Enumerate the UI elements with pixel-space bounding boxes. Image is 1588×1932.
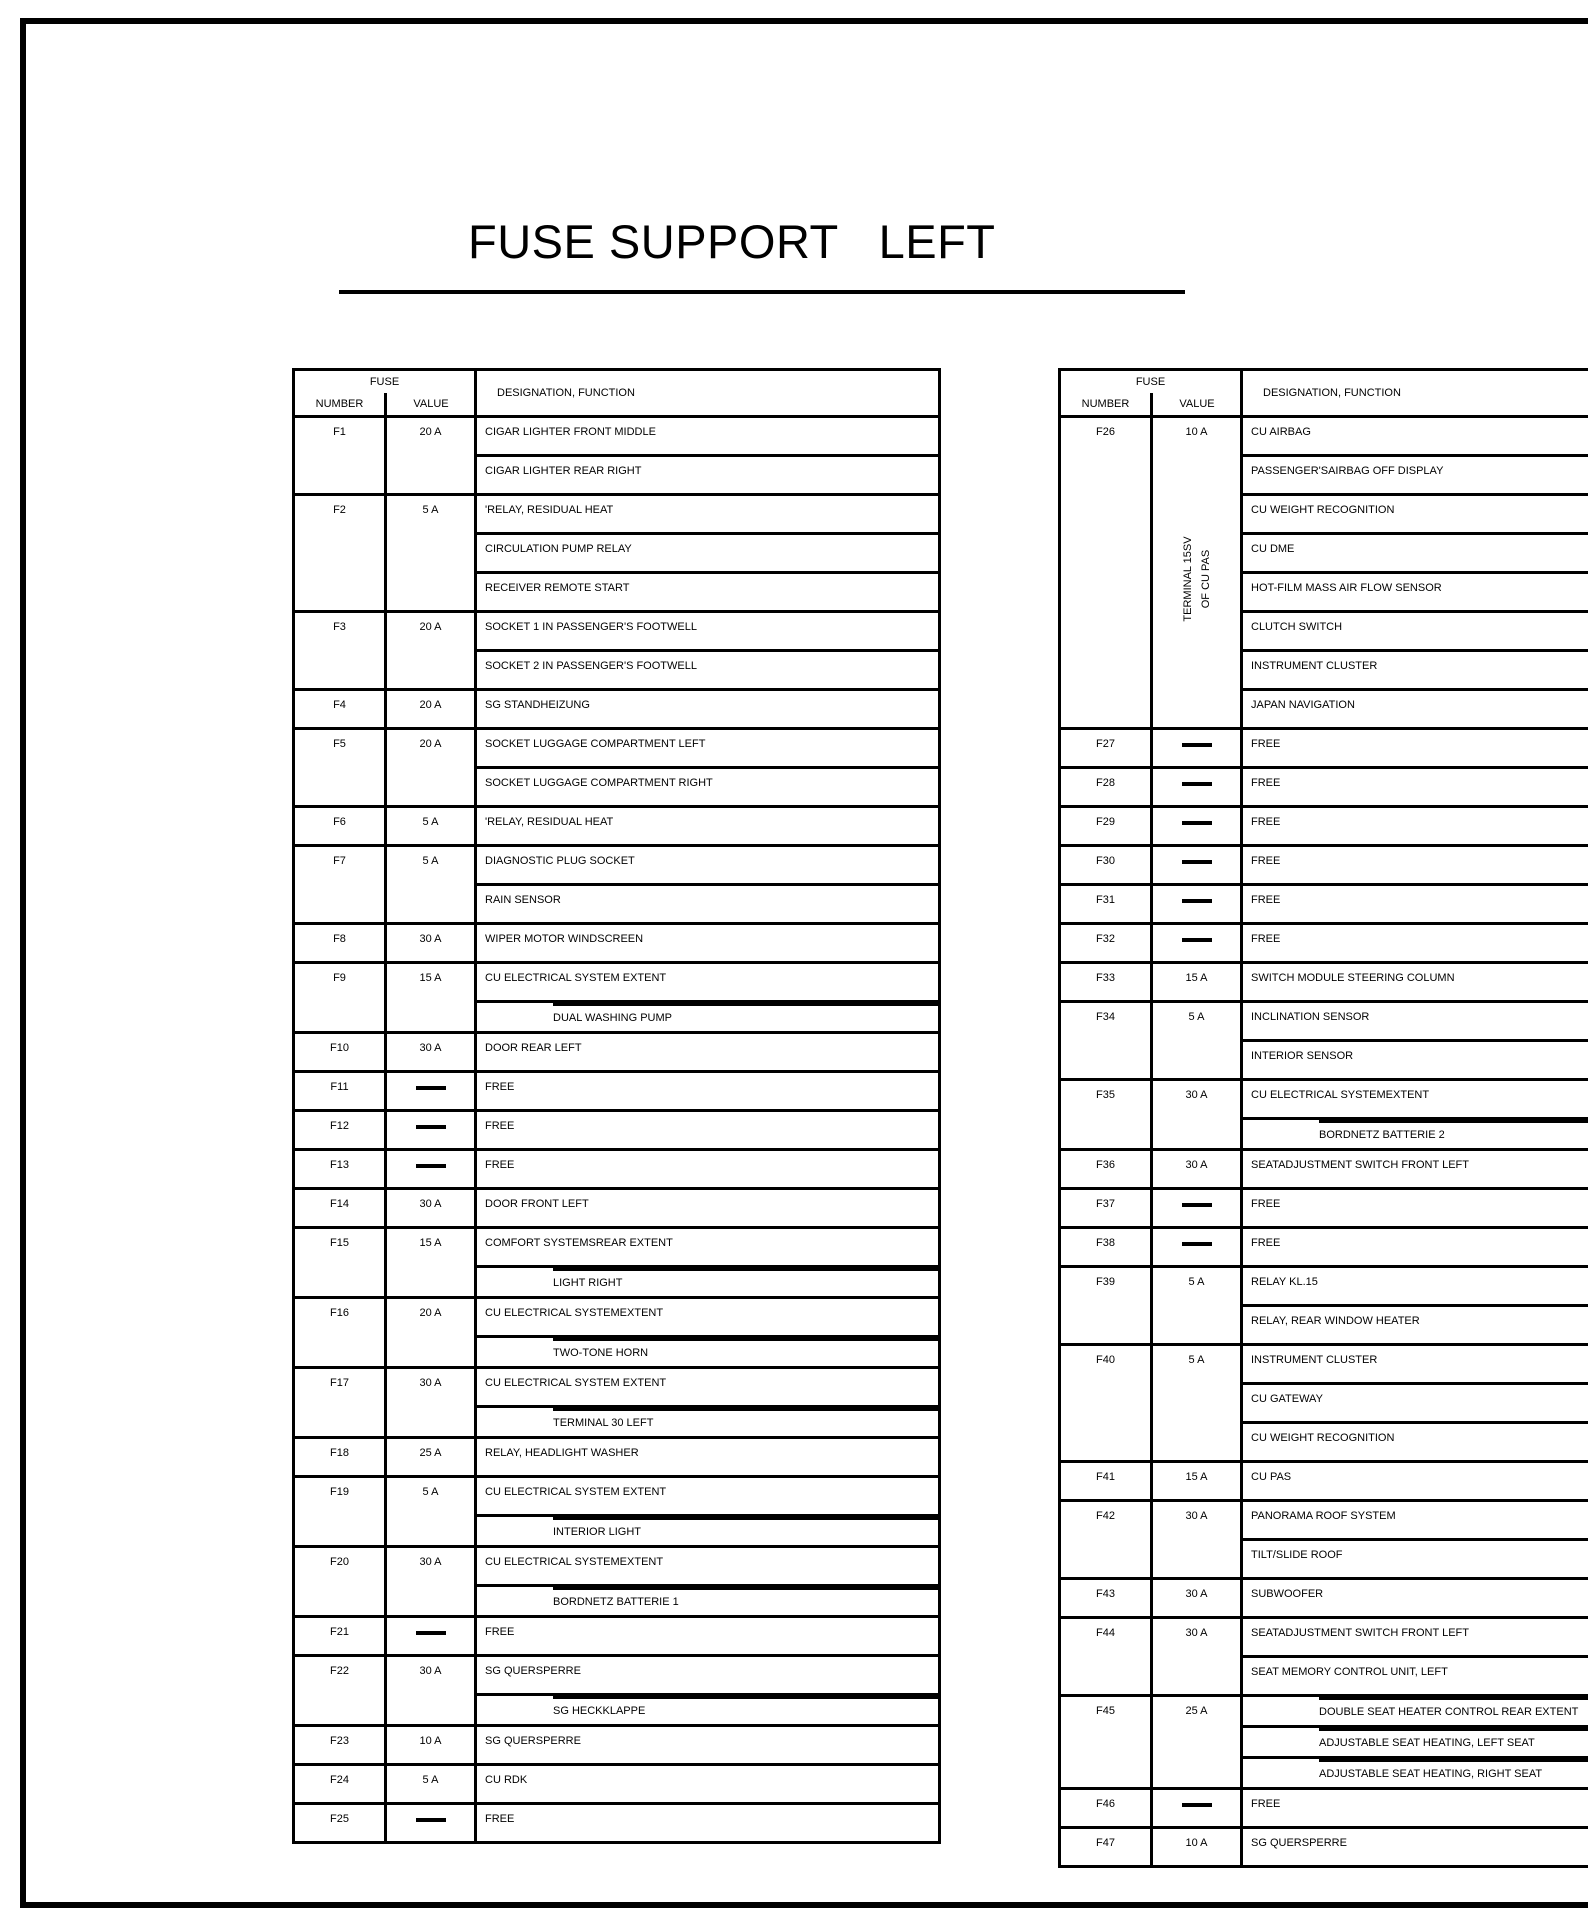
free-dash	[416, 1086, 446, 1090]
fuse-number: F42	[1060, 1501, 1152, 1579]
fuse-row	[294, 1804, 940, 1843]
designation: 'RELAY, RESIDUAL HEAT	[476, 495, 940, 534]
extent-line	[553, 1003, 938, 1006]
fuse-value	[1152, 924, 1242, 963]
designation	[476, 1002, 940, 1033]
designation-text: ADJUSTABLE SEAT HEATING, RIGHT SEAT	[1319, 1768, 1543, 1780]
designation: DIAGNOSTIC PLUG SOCKET	[476, 846, 940, 885]
fuse-row	[1060, 1696, 1588, 1727]
fuse-row	[294, 690, 940, 729]
designation: INTERIOR SENSOR	[1242, 1041, 1588, 1080]
fuse-number: F35	[1060, 1080, 1152, 1150]
designation	[476, 1586, 940, 1617]
designation: DOOR FRONT LEFT	[476, 1189, 940, 1228]
designation	[1242, 1119, 1588, 1150]
designation-text: LIGHT RIGHT	[553, 1277, 623, 1289]
designation: CU RDK	[476, 1765, 940, 1804]
fuse-row	[294, 1072, 940, 1111]
fuse-row	[294, 1111, 940, 1150]
designation: PASSENGER'SAIRBAG OFF DISPLAY	[1242, 456, 1588, 495]
designation-header-cell: DESIGNATION, FUNCTION	[1242, 370, 1588, 417]
fuse-row	[1060, 1267, 1588, 1306]
fuse-value: 5 A	[386, 1765, 476, 1804]
fuse-value: 20 A	[386, 729, 476, 807]
extent-item	[477, 1003, 938, 1031]
designation: SOCKET LUGGAGE COMPARTMENT RIGHT	[476, 768, 940, 807]
fuse-row	[294, 1189, 940, 1228]
fuse-value: 30 A	[1152, 1150, 1242, 1189]
fuse-row	[1060, 1789, 1588, 1828]
designation	[476, 1337, 940, 1368]
designation: RAIN SENSOR	[476, 885, 940, 924]
designation-text: DOUBLE SEAT HEATER CONTROL REAR EXTENT	[1319, 1706, 1579, 1718]
fuse-value: 5 A	[386, 1477, 476, 1547]
free-dash	[416, 1125, 446, 1129]
fuse-row	[1060, 1462, 1588, 1501]
designation: INSTRUMENT CLUSTER	[1242, 1345, 1588, 1384]
extent-line	[1319, 1697, 1588, 1700]
fuse-value	[386, 1804, 476, 1843]
designation: CU PAS	[1242, 1462, 1588, 1501]
designation: CIGAR LIGHTER FRONT MIDDLE	[476, 417, 940, 456]
designation	[1242, 1758, 1588, 1789]
fuse-number: F10	[294, 1033, 386, 1072]
fuse-value: 10 A	[1152, 1828, 1242, 1867]
title-underline	[339, 290, 1185, 294]
fuse-row	[294, 1150, 940, 1189]
fuse-number: F25	[294, 1804, 386, 1843]
fuse-table-right	[1058, 368, 1588, 1868]
designation: FREE	[1242, 1189, 1588, 1228]
fuse-header-label: FUSE	[369, 376, 400, 388]
designation-text: BORDNETZ BATTERIE 2	[1319, 1129, 1445, 1141]
fuse-number: F39	[1060, 1267, 1152, 1345]
fuse-row	[294, 807, 940, 846]
designation-text: TERMINAL 30 LEFT	[553, 1417, 654, 1429]
designation: RELAY, HEADLIGHT WASHER	[476, 1438, 940, 1477]
fuse-number: F41	[1060, 1462, 1152, 1501]
designation: WIPER MOTOR WINDSCREEN	[476, 924, 940, 963]
fuse-value: 5 A	[386, 846, 476, 924]
fuse-value: 30 A	[386, 1368, 476, 1438]
fuse-row	[1060, 924, 1588, 963]
designation: CLUTCH SWITCH	[1242, 612, 1588, 651]
extent-item	[1243, 1697, 1588, 1725]
designation: TILT/SLIDE ROOF	[1242, 1540, 1588, 1579]
fuse-number: F7	[294, 846, 386, 924]
fuse-table-left	[292, 368, 941, 1844]
fuse-number: F40	[1060, 1345, 1152, 1462]
fuse-row	[294, 612, 940, 651]
fuse-number: F22	[294, 1656, 386, 1726]
designation: CU ELECTRICAL SYSTEM EXTENT	[476, 963, 940, 1002]
designation: CU GATEWAY	[1242, 1384, 1588, 1423]
fuse-row	[294, 1298, 940, 1337]
designation: RECEIVER REMOTE START	[476, 573, 940, 612]
fuse-number: F32	[1060, 924, 1152, 963]
fuse-number: F29	[1060, 807, 1152, 846]
fuse-value	[386, 1617, 476, 1656]
fuse-number: F47	[1060, 1828, 1152, 1867]
fuse-row	[1060, 1828, 1588, 1867]
fuse-row	[294, 1477, 940, 1516]
fuse-header-label: FUSE	[1135, 376, 1166, 388]
fuse-value: 10 A TERMINAL 15SV OF CU PAS	[1152, 417, 1242, 729]
fuse-row	[1060, 846, 1588, 885]
designation	[476, 1407, 940, 1438]
designation: HOT-FILM MASS AIR FLOW SENSOR	[1242, 573, 1588, 612]
fuse-row	[1060, 1579, 1588, 1618]
designation-text: DUAL WASHING PUMP	[553, 1012, 672, 1024]
extent-item	[477, 1696, 938, 1724]
fuse-row	[294, 417, 940, 456]
fuse-row	[294, 1547, 940, 1586]
extent-item	[1243, 1120, 1588, 1148]
designation: FREE	[1242, 885, 1588, 924]
terminal-note: TERMINAL 15SV OF CU PAS	[1181, 536, 1212, 622]
fuse-value	[1152, 729, 1242, 768]
designation: SEATADJUSTMENT SWITCH FRONT LEFT	[1242, 1150, 1588, 1189]
extent-line	[1319, 1120, 1588, 1123]
fuse-row	[1060, 1150, 1588, 1189]
fuse-row	[294, 846, 940, 885]
fuse-value	[386, 1111, 476, 1150]
fuse-number: F13	[294, 1150, 386, 1189]
fuse-value: 5 A	[386, 807, 476, 846]
fuse-value: 15 A	[1152, 1462, 1242, 1501]
fuse-number: F6	[294, 807, 386, 846]
fuse-row	[1060, 807, 1588, 846]
designation: DOOR REAR LEFT	[476, 1033, 940, 1072]
fuse-number: F20	[294, 1547, 386, 1617]
designation	[476, 1516, 940, 1547]
fuse-value: 30 A	[386, 924, 476, 963]
free-dash	[1182, 1242, 1212, 1246]
fuse-value: 20 A	[386, 1298, 476, 1368]
fuse-row	[294, 495, 940, 534]
designation: CU WEIGHT RECOGNITION	[1242, 495, 1588, 534]
table-header-row	[294, 370, 940, 417]
fuse-number: F14	[294, 1189, 386, 1228]
fuse-value	[1152, 768, 1242, 807]
designation: CU ELECTRICAL SYSTEM EXTENT	[476, 1368, 940, 1407]
fuse-value: 10 A	[386, 1726, 476, 1765]
fuse-value	[386, 1150, 476, 1189]
fuse-row	[294, 1656, 940, 1695]
extent-line	[1319, 1728, 1588, 1731]
designation: CU ELECTRICAL SYSTEMEXTENT	[1242, 1080, 1588, 1119]
designation	[476, 1695, 940, 1726]
fuse-number: F16	[294, 1298, 386, 1368]
fuse-row	[1060, 1618, 1588, 1657]
designation: SG STANDHEIZUNG	[476, 690, 940, 729]
fuse-number: F44	[1060, 1618, 1152, 1696]
designation: SOCKET 1 IN PASSENGER'S FOOTWELL	[476, 612, 940, 651]
extent-line	[553, 1408, 938, 1411]
fuse-number: F37	[1060, 1189, 1152, 1228]
designation: SG QUERSPERRE	[1242, 1828, 1588, 1867]
designation: CIRCULATION PUMP RELAY	[476, 534, 940, 573]
extent-line	[553, 1338, 938, 1341]
fuse-value: 25 A	[1152, 1696, 1242, 1789]
fuse-value: 5 A	[386, 495, 476, 612]
fuse-value: 20 A	[386, 612, 476, 690]
designation-text: TWO-TONE HORN	[553, 1347, 649, 1359]
designation: RELAY KL.15	[1242, 1267, 1588, 1306]
free-dash	[1182, 1203, 1212, 1207]
extent-item	[477, 1517, 938, 1545]
designation: FREE	[476, 1111, 940, 1150]
fuse-number: F17	[294, 1368, 386, 1438]
extent-line	[1319, 1759, 1588, 1762]
fuse-value	[1152, 1189, 1242, 1228]
fuse-number: F34	[1060, 1002, 1152, 1080]
designation: 'RELAY, RESIDUAL HEAT	[476, 807, 940, 846]
fuse-number: F2	[294, 495, 386, 612]
designation: INCLINATION SENSOR	[1242, 1002, 1588, 1041]
fuse-row	[1060, 1002, 1588, 1041]
fuse-value: 20 A	[386, 690, 476, 729]
fuse-value: 30 A	[386, 1547, 476, 1617]
designation: FREE	[1242, 729, 1588, 768]
fuse-value: 25 A	[386, 1438, 476, 1477]
designation: JAPAN NAVIGATION	[1242, 690, 1588, 729]
fuse-number: F43	[1060, 1579, 1152, 1618]
fuse-value: 30 A	[1152, 1618, 1242, 1696]
fuse-number: F24	[294, 1765, 386, 1804]
designation	[1242, 1727, 1588, 1758]
fuse-value: 30 A	[1152, 1080, 1242, 1150]
fuse-number: F12	[294, 1111, 386, 1150]
fuse-row	[1060, 885, 1588, 924]
fuse-number: F23	[294, 1726, 386, 1765]
designation: FREE	[476, 1072, 940, 1111]
fuse-value: 20 A	[386, 417, 476, 495]
extent-item	[477, 1408, 938, 1436]
designation: SOCKET LUGGAGE COMPARTMENT LEFT	[476, 729, 940, 768]
free-dash	[416, 1164, 446, 1168]
fuse-row	[1060, 1345, 1588, 1384]
fuse-row	[1060, 729, 1588, 768]
fuse-header-cell	[1060, 370, 1242, 417]
extent-item	[477, 1338, 938, 1366]
fuse-number: F36	[1060, 1150, 1152, 1189]
fuse-row	[294, 1438, 940, 1477]
designation: CU ELECTRICAL SYSTEMEXTENT	[476, 1547, 940, 1586]
designation: FREE	[476, 1150, 940, 1189]
extent-item	[477, 1268, 938, 1296]
table-header-row	[1060, 370, 1588, 417]
designation: COMFORT SYSTEMSREAR EXTENT	[476, 1228, 940, 1267]
fuse-value: 30 A	[386, 1189, 476, 1228]
free-dash	[1182, 821, 1212, 825]
designation: INSTRUMENT CLUSTER	[1242, 651, 1588, 690]
free-dash	[416, 1631, 446, 1635]
designation: FREE	[1242, 1228, 1588, 1267]
fuse-row	[294, 924, 940, 963]
fuse-row	[294, 1617, 940, 1656]
fuse-value: 15 A	[386, 1228, 476, 1298]
designation: FREE	[1242, 768, 1588, 807]
fuse-number: F28	[1060, 768, 1152, 807]
fuse-value: 5 A	[1152, 1267, 1242, 1345]
designation: PANORAMA ROOF SYSTEM	[1242, 1501, 1588, 1540]
fuse-row	[1060, 1189, 1588, 1228]
fuse-value: 5 A	[1152, 1345, 1242, 1462]
fuse-row	[1060, 963, 1588, 1002]
fuse-value: 15 A	[386, 963, 476, 1033]
designation	[1242, 1696, 1588, 1727]
designation: FREE	[1242, 807, 1588, 846]
fuse-value	[1152, 846, 1242, 885]
fuse-header-cell	[294, 370, 476, 417]
designation: SG QUERSPERRE	[476, 1656, 940, 1695]
designation: SWITCH MODULE STEERING COLUMN	[1242, 963, 1588, 1002]
fuse-number: F19	[294, 1477, 386, 1547]
fuse-value: 30 A	[1152, 1501, 1242, 1579]
free-dash	[1182, 1803, 1212, 1807]
fuse-row	[294, 729, 940, 768]
fuse-row	[294, 1368, 940, 1407]
free-dash	[1182, 782, 1212, 786]
fuse-number: F8	[294, 924, 386, 963]
designation: CU DME	[1242, 534, 1588, 573]
designation-header-cell: DESIGNATION, FUNCTION	[476, 370, 940, 417]
fuse-row	[1060, 417, 1588, 456]
free-dash	[1182, 860, 1212, 864]
fuse-number: F30	[1060, 846, 1152, 885]
fuse-number: F26	[1060, 417, 1152, 729]
fuse-value: 15 A	[1152, 963, 1242, 1002]
number-header-label: NUMBER	[315, 398, 364, 410]
extent-line	[553, 1268, 938, 1271]
fuse-row	[294, 1726, 940, 1765]
fuse-value: 30 A	[1152, 1579, 1242, 1618]
designation: FREE	[1242, 1789, 1588, 1828]
extent-item	[477, 1587, 938, 1615]
designation: SOCKET 2 IN PASSENGER'S FOOTWELL	[476, 651, 940, 690]
fuse-number: F18	[294, 1438, 386, 1477]
fuse-number: F5	[294, 729, 386, 807]
designation: CU WEIGHT RECOGNITION	[1242, 1423, 1588, 1462]
designation-text: BORDNETZ BATTERIE 1	[553, 1596, 679, 1608]
fuse-row	[1060, 1080, 1588, 1119]
designation: FREE	[476, 1804, 940, 1843]
fuse-number: F11	[294, 1072, 386, 1111]
designation: RELAY, REAR WINDOW HEATER	[1242, 1306, 1588, 1345]
fuse-number: F31	[1060, 885, 1152, 924]
fuse-row	[1060, 1228, 1588, 1267]
extent-line	[553, 1696, 938, 1699]
designation: SEAT MEMORY CONTROL UNIT, LEFT	[1242, 1657, 1588, 1696]
fuse-number: F3	[294, 612, 386, 690]
fuse-number: F1	[294, 417, 386, 495]
designation: SEATADJUSTMENT SWITCH FRONT LEFT	[1242, 1618, 1588, 1657]
extent-item	[1243, 1728, 1588, 1756]
designation-text: SG HECKKLAPPE	[553, 1705, 646, 1717]
designation: SG QUERSPERRE	[476, 1726, 940, 1765]
designation: CU AIRBAG	[1242, 417, 1588, 456]
fuse-value	[386, 1072, 476, 1111]
fuse-number: F46	[1060, 1789, 1152, 1828]
fuse-value	[1152, 1789, 1242, 1828]
designation: FREE	[1242, 846, 1588, 885]
designation	[476, 1267, 940, 1298]
extent-line	[553, 1587, 938, 1590]
fuse-value	[1152, 885, 1242, 924]
fuse-value: 30 A	[386, 1656, 476, 1726]
fuse-number: F33	[1060, 963, 1152, 1002]
fuse-value	[1152, 807, 1242, 846]
page-title: FUSE SUPPORT LEFT	[468, 215, 996, 268]
fuse-number: F15	[294, 1228, 386, 1298]
fuse-row	[294, 963, 940, 1002]
designation: SUBWOOFER	[1242, 1579, 1588, 1618]
fuse-row	[294, 1033, 940, 1072]
free-dash	[416, 1818, 446, 1822]
free-dash	[1182, 938, 1212, 942]
value-header-label: VALUE	[1179, 398, 1215, 410]
value-header-label: VALUE	[413, 398, 449, 410]
fuse-number: F9	[294, 963, 386, 1033]
designation-text: ADJUSTABLE SEAT HEATING, LEFT SEAT	[1319, 1737, 1535, 1749]
fuse-value: 30 A	[386, 1033, 476, 1072]
free-dash	[1182, 743, 1212, 747]
fuse-row	[1060, 768, 1588, 807]
designation: CU ELECTRICAL SYSTEM EXTENT	[476, 1477, 940, 1516]
fuse-row	[294, 1228, 940, 1267]
extent-item	[1243, 1759, 1588, 1787]
fuse-number: F21	[294, 1617, 386, 1656]
fuse-row	[294, 1765, 940, 1804]
fuse-value: 5 A	[1152, 1002, 1242, 1080]
designation-text: INTERIOR LIGHT	[553, 1526, 642, 1538]
fuse-number: F4	[294, 690, 386, 729]
fuse-number: F38	[1060, 1228, 1152, 1267]
designation: FREE	[1242, 924, 1588, 963]
extent-line	[553, 1517, 938, 1520]
fuse-number: F45	[1060, 1696, 1152, 1789]
designation: FREE	[476, 1617, 940, 1656]
number-header-label: NUMBER	[1081, 398, 1130, 410]
designation: CU ELECTRICAL SYSTEMEXTENT	[476, 1298, 940, 1337]
designation: CIGAR LIGHTER REAR RIGHT	[476, 456, 940, 495]
fuse-value	[1152, 1228, 1242, 1267]
fuse-row	[1060, 1501, 1588, 1540]
free-dash	[1182, 899, 1212, 903]
fuse-number: F27	[1060, 729, 1152, 768]
